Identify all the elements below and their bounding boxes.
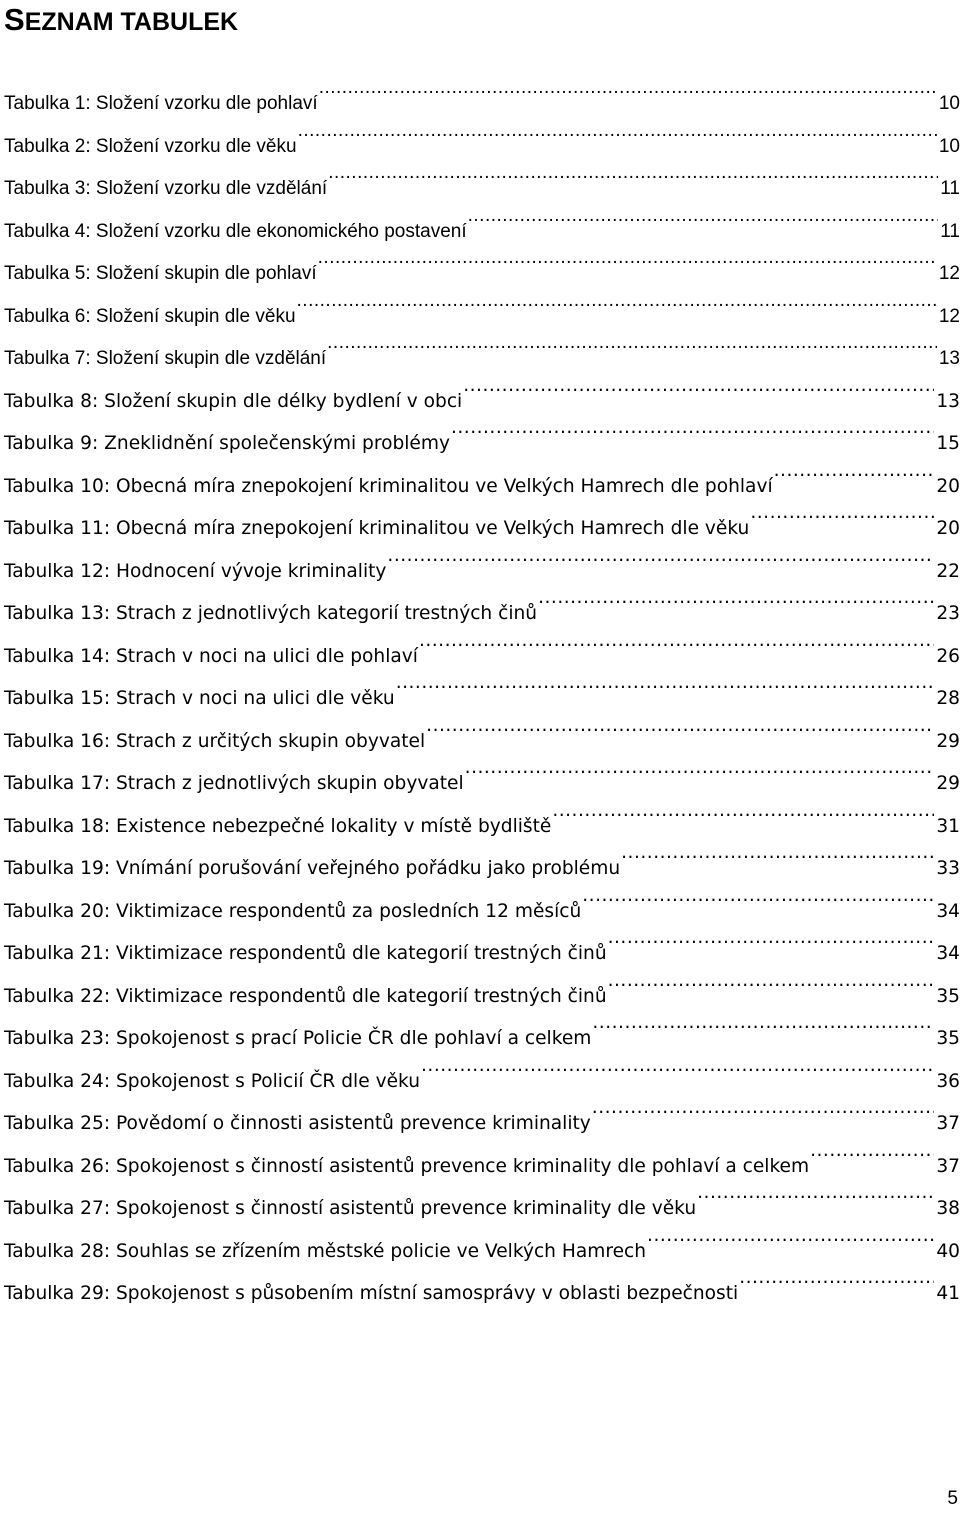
toc-entry-label: Tabulka 17: Strach z jednotlivých skupin obyvatel <box>4 773 464 794</box>
dot-leader <box>697 1172 934 1214</box>
dot-leader <box>319 67 937 109</box>
toc-entry-page: 11 <box>940 220 960 242</box>
page-title <box>4 0 238 40</box>
toc-entry-page: 13 <box>936 390 960 412</box>
toc-entry-page: 13 <box>938 348 960 369</box>
page-number: 5 <box>947 1488 958 1509</box>
toc-entry-page: 15 <box>936 433 960 454</box>
toc-entry[interactable] <box>4 67 960 114</box>
toc-entry-label: Tabulka 7: Složení skupin dle vzdělání <box>4 348 327 369</box>
toc-entry-page: 26 <box>936 645 960 667</box>
dot-leader <box>328 152 938 194</box>
page-title-rest: EZNAM TABULEK <box>24 8 239 36</box>
toc-entry-page: 34 <box>936 943 960 964</box>
toc-entry-label: Tabulka 11: Obecná míra znepokojení kriminalitou ve Velkých Hamrech dle věku <box>4 518 750 539</box>
dot-leader <box>451 407 934 449</box>
toc-entry-page: 20 <box>936 475 960 497</box>
toc-entry-page: 11 <box>940 178 960 199</box>
dot-leader <box>810 1130 934 1172</box>
toc-entry-label: Tabulka 5: Složení skupin dle pohlaví <box>4 263 317 284</box>
dot-leader <box>318 237 937 279</box>
toc-entry-page: 36 <box>936 1070 960 1092</box>
dot-leader <box>750 492 934 534</box>
toc-entry-page: 33 <box>936 858 960 879</box>
toc-entry-label: Tabulka 4: Složení vzorku dle ekonomického postavení <box>4 220 467 242</box>
dot-leader <box>592 1087 935 1129</box>
dot-leader <box>297 280 937 322</box>
toc-entry-label: Tabulka 10: Obecná míra znepokojení kriminalitou ve Velkých Hamrech dle pohlaví <box>4 475 773 497</box>
toc-entry-page: 29 <box>936 773 960 794</box>
toc-entry-label: Tabulka 19: Vnímání porušování veřejného pořádku jako problému <box>4 858 621 879</box>
dot-leader <box>327 322 937 364</box>
toc-entry-label: Tabulka 26: Spokojenost s činností asistentů prevence kriminality dle pohlaví a celkem <box>4 1155 810 1177</box>
toc-entry-page: 12 <box>938 263 960 284</box>
dot-leader <box>463 365 934 407</box>
dot-leader <box>774 450 935 492</box>
dot-leader <box>552 790 934 832</box>
dot-leader <box>426 705 934 747</box>
toc-entry-page: 38 <box>936 1198 960 1219</box>
dot-leader <box>608 917 935 959</box>
toc-entry-label: Tabulka 27: Spokojenost s činností asistentů prevence kriminality dle věku <box>4 1198 697 1219</box>
dot-leader <box>647 1215 934 1257</box>
toc-entry-label: Tabulka 29: Spokojenost s působením místní samosprávy v oblasti bezpečnosti <box>4 1283 739 1304</box>
dot-leader <box>465 747 935 789</box>
toc-entry-page: 34 <box>936 900 960 922</box>
toc-entry-label: Tabulka 1: Složení vzorku dle pohlaví <box>4 93 318 114</box>
page-title-initial: S <box>4 2 25 37</box>
dot-leader <box>592 1002 934 1044</box>
toc-entry-label: Tabulka 6: Složení skupin dle věku <box>4 305 296 327</box>
toc-entry-page: 22 <box>936 560 960 582</box>
toc-entry-page: 28 <box>936 688 960 709</box>
toc-entry-label: Tabulka 14: Strach v noci na ulici dle pohlaví <box>4 645 418 667</box>
toc-entry-label: Tabulka 13: Strach z jednotlivých kategorií trestných činů <box>4 603 538 624</box>
dot-leader <box>538 577 934 619</box>
table-of-tables <box>4 67 960 1304</box>
toc-entry-label: Tabulka 25: Povědomí o činnosti asistentů prevence kriminality <box>4 1113 591 1134</box>
toc-entry-label: Tabulka 22: Viktimizace respondentů dle kategorií trestných činů <box>4 985 607 1007</box>
dot-leader <box>421 1045 934 1087</box>
dot-leader <box>298 110 937 152</box>
toc-entry-label: Tabulka 8: Složení skupin dle délky bydlení v obci <box>4 390 463 412</box>
dot-leader <box>582 875 934 917</box>
toc-entry-label: Tabulka 20: Viktimizace respondentů za posledních 12 měsíců <box>4 900 582 922</box>
toc-entry-label: Tabulka 21: Viktimizace respondentů dle kategorií trestných činů <box>4 943 607 964</box>
toc-entry-label: Tabulka 24: Spokojenost s Policií ČR dle věku <box>4 1070 420 1092</box>
dot-leader <box>468 195 939 237</box>
toc-entry-label: Tabulka 12: Hodnocení vývoje kriminality <box>4 560 387 582</box>
toc-entry-page: 40 <box>936 1240 960 1262</box>
toc-entry-label: Tabulka 9: Zneklidnění společenskými problémy <box>4 433 450 454</box>
toc-entry-page: 37 <box>936 1155 960 1177</box>
toc-entry-page: 12 <box>938 305 960 327</box>
toc-entry-page: 35 <box>936 985 960 1007</box>
toc-entry-label: Tabulka 2: Složení vzorku dle věku <box>4 135 297 157</box>
toc-entry-page: 41 <box>936 1283 960 1304</box>
toc-entry-page: 31 <box>936 815 960 837</box>
toc-entry-page: 35 <box>936 1028 960 1049</box>
dot-leader <box>387 535 934 577</box>
dot-leader <box>621 832 934 874</box>
dot-leader <box>608 960 935 1002</box>
toc-entry-page: 10 <box>938 135 960 157</box>
toc-entry-label: Tabulka 23: Spokojenost s prací Policie ČR dle pohlaví a celkem <box>4 1028 592 1049</box>
dot-leader <box>396 662 935 704</box>
toc-entry-page: 10 <box>938 93 960 114</box>
toc-entry-page: 29 <box>936 730 960 752</box>
dot-leader <box>419 620 934 662</box>
toc-entry-label: Tabulka 18: Existence nebezpečné lokality v místě bydliště <box>4 815 552 837</box>
toc-entry-label: Tabulka 3: Složení vzorku dle vzdělání <box>4 178 328 199</box>
toc-entry-page: 23 <box>936 603 960 624</box>
toc-entry-page: 20 <box>936 518 960 539</box>
toc-entry-label: Tabulka 28: Souhlas se zřízením městské policie ve Velkých Hamrech <box>4 1240 647 1262</box>
toc-entry-label: Tabulka 16: Strach z určitých skupin obyvatel <box>4 730 426 752</box>
toc-entry-page: 37 <box>936 1113 960 1134</box>
toc-entry-label: Tabulka 15: Strach v noci na ulici dle věku <box>4 688 395 709</box>
dot-leader <box>739 1257 934 1299</box>
